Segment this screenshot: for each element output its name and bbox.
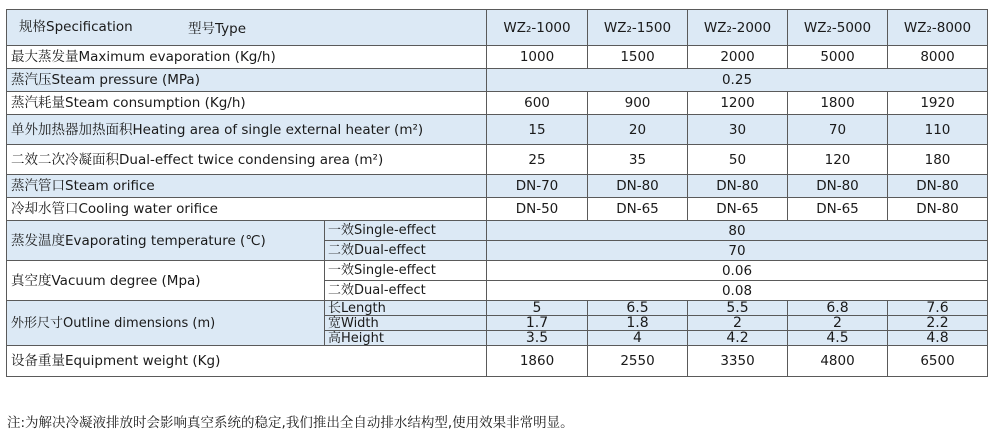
cell-value: 30 [688, 115, 788, 145]
cell-value: 80 [487, 221, 988, 241]
cell-value: 4.2 [688, 331, 788, 346]
sub-label: 二效Dual-effect [325, 281, 487, 301]
row-vacuum-single [7, 261, 988, 281]
row-label: 真空度Vacuum degree (Mpa) [7, 261, 325, 301]
model-header: WZ₂-2000 [688, 10, 788, 46]
row-label: 蒸汽耗量Steam consumption (Kg/h) [7, 92, 487, 115]
cell-value: 4.8 [888, 331, 988, 346]
cell-value: 1920 [888, 92, 988, 115]
row-steam-orifice [7, 175, 988, 198]
cell-value: 1200 [688, 92, 788, 115]
cell-value: 600 [487, 92, 588, 115]
cell-value: 20 [588, 115, 688, 145]
row-outline-length [7, 301, 988, 316]
row-label: 蒸汽管口Steam orifice [7, 175, 487, 198]
cell-value: DN-50 [487, 198, 588, 221]
cell-value: 2 [788, 316, 888, 331]
cell-value: 35 [588, 145, 688, 175]
cell-value: 0.08 [487, 281, 988, 301]
sub-label: 一效Single-effect [325, 221, 487, 241]
cell-value: 180 [888, 145, 988, 175]
cell-value: 0.25 [487, 69, 988, 92]
cell-value: 6.8 [788, 301, 888, 316]
footnote: 注:为解决冷凝液排放时会影响真空系统的稳定,我们推出全自动排水结构型,使用效果非常明显。 [7, 415, 574, 431]
header-spec-type-cell [7, 10, 487, 46]
row-steam-pressure [7, 69, 988, 92]
model-header: WZ₂-1000 [487, 10, 588, 46]
model-header: WZ₂-8000 [888, 10, 988, 46]
cell-value: DN-65 [788, 198, 888, 221]
cell-value: 70 [788, 115, 888, 145]
cell-value: DN-70 [487, 175, 588, 198]
row-evap-temp-single [7, 221, 988, 241]
row-condensing-area [7, 145, 988, 175]
row-label: 单外加热器加热面积Heating area of single external heater (m²) [7, 115, 487, 145]
cell-value: 2 [688, 316, 788, 331]
row-label: 蒸汽压Steam pressure (MPa) [7, 69, 487, 92]
cell-value: 120 [788, 145, 888, 175]
cell-value: 6.5 [588, 301, 688, 316]
cell-value: 1800 [788, 92, 888, 115]
cell-value: DN-80 [788, 175, 888, 198]
cell-value: 15 [487, 115, 588, 145]
model-header: WZ₂-5000 [788, 10, 888, 46]
cell-value: 1500 [588, 46, 688, 69]
cell-value: 6500 [888, 346, 988, 377]
cell-value: 5.5 [688, 301, 788, 316]
sub-label: 二效Dual-effect [325, 241, 487, 261]
cell-value: 3.5 [487, 331, 588, 346]
cell-value: 4.5 [788, 331, 888, 346]
cell-value: 2000 [688, 46, 788, 69]
cell-value: 1000 [487, 46, 588, 69]
row-label: 冷却水管口Cooling water orifice [7, 198, 487, 221]
cell-value: 70 [487, 241, 988, 261]
row-label: 设备重量Equipment weight (Kg) [7, 346, 487, 377]
cell-value: 3350 [688, 346, 788, 377]
cell-value: DN-80 [888, 198, 988, 221]
row-heating-area [7, 115, 988, 145]
cell-value: 50 [688, 145, 788, 175]
model-header: WZ₂-1500 [588, 10, 688, 46]
cell-value: 7.6 [888, 301, 988, 316]
sub-label: 宽Width [325, 316, 487, 331]
cell-value: 1.7 [487, 316, 588, 331]
cell-value: DN-65 [588, 198, 688, 221]
row-label: 最大蒸发量Maximum evaporation (Kg/h) [7, 46, 487, 69]
row-label: 二效二次冷凝面积Dual-effect twice condensing area (m²) [7, 145, 487, 175]
cell-value: 1860 [487, 346, 588, 377]
cell-value: 4 [588, 331, 688, 346]
sub-label: 长Length [325, 301, 487, 316]
row-label: 外形尺寸Outline dimensions (m) [7, 301, 325, 346]
cell-value: DN-65 [688, 198, 788, 221]
specification-table [6, 9, 988, 377]
cell-value: 2.2 [888, 316, 988, 331]
cell-value: 0.06 [487, 261, 988, 281]
cell-value: 5000 [788, 46, 888, 69]
cell-value: 25 [487, 145, 588, 175]
header-row [7, 10, 988, 46]
cell-value: 4800 [788, 346, 888, 377]
sub-label: 高Height [325, 331, 487, 346]
row-cooling-water [7, 198, 988, 221]
cell-value: 1.8 [588, 316, 688, 331]
type-label: 型号Type [188, 21, 247, 37]
row-max-evaporation [7, 46, 988, 69]
row-label: 蒸发温度Evaporating temperature (℃) [7, 221, 325, 261]
cell-value: DN-80 [588, 175, 688, 198]
cell-value: 2550 [588, 346, 688, 377]
cell-value: 900 [588, 92, 688, 115]
cell-value: DN-80 [888, 175, 988, 198]
row-equipment-weight [7, 346, 988, 377]
sub-label: 一效Single-effect [325, 261, 487, 281]
row-steam-consumption [7, 92, 988, 115]
cell-value: 5 [487, 301, 588, 316]
cell-value: 8000 [888, 46, 988, 69]
cell-value: 110 [888, 115, 988, 145]
spec-label: 规格Specification [19, 19, 133, 35]
cell-value: DN-80 [688, 175, 788, 198]
